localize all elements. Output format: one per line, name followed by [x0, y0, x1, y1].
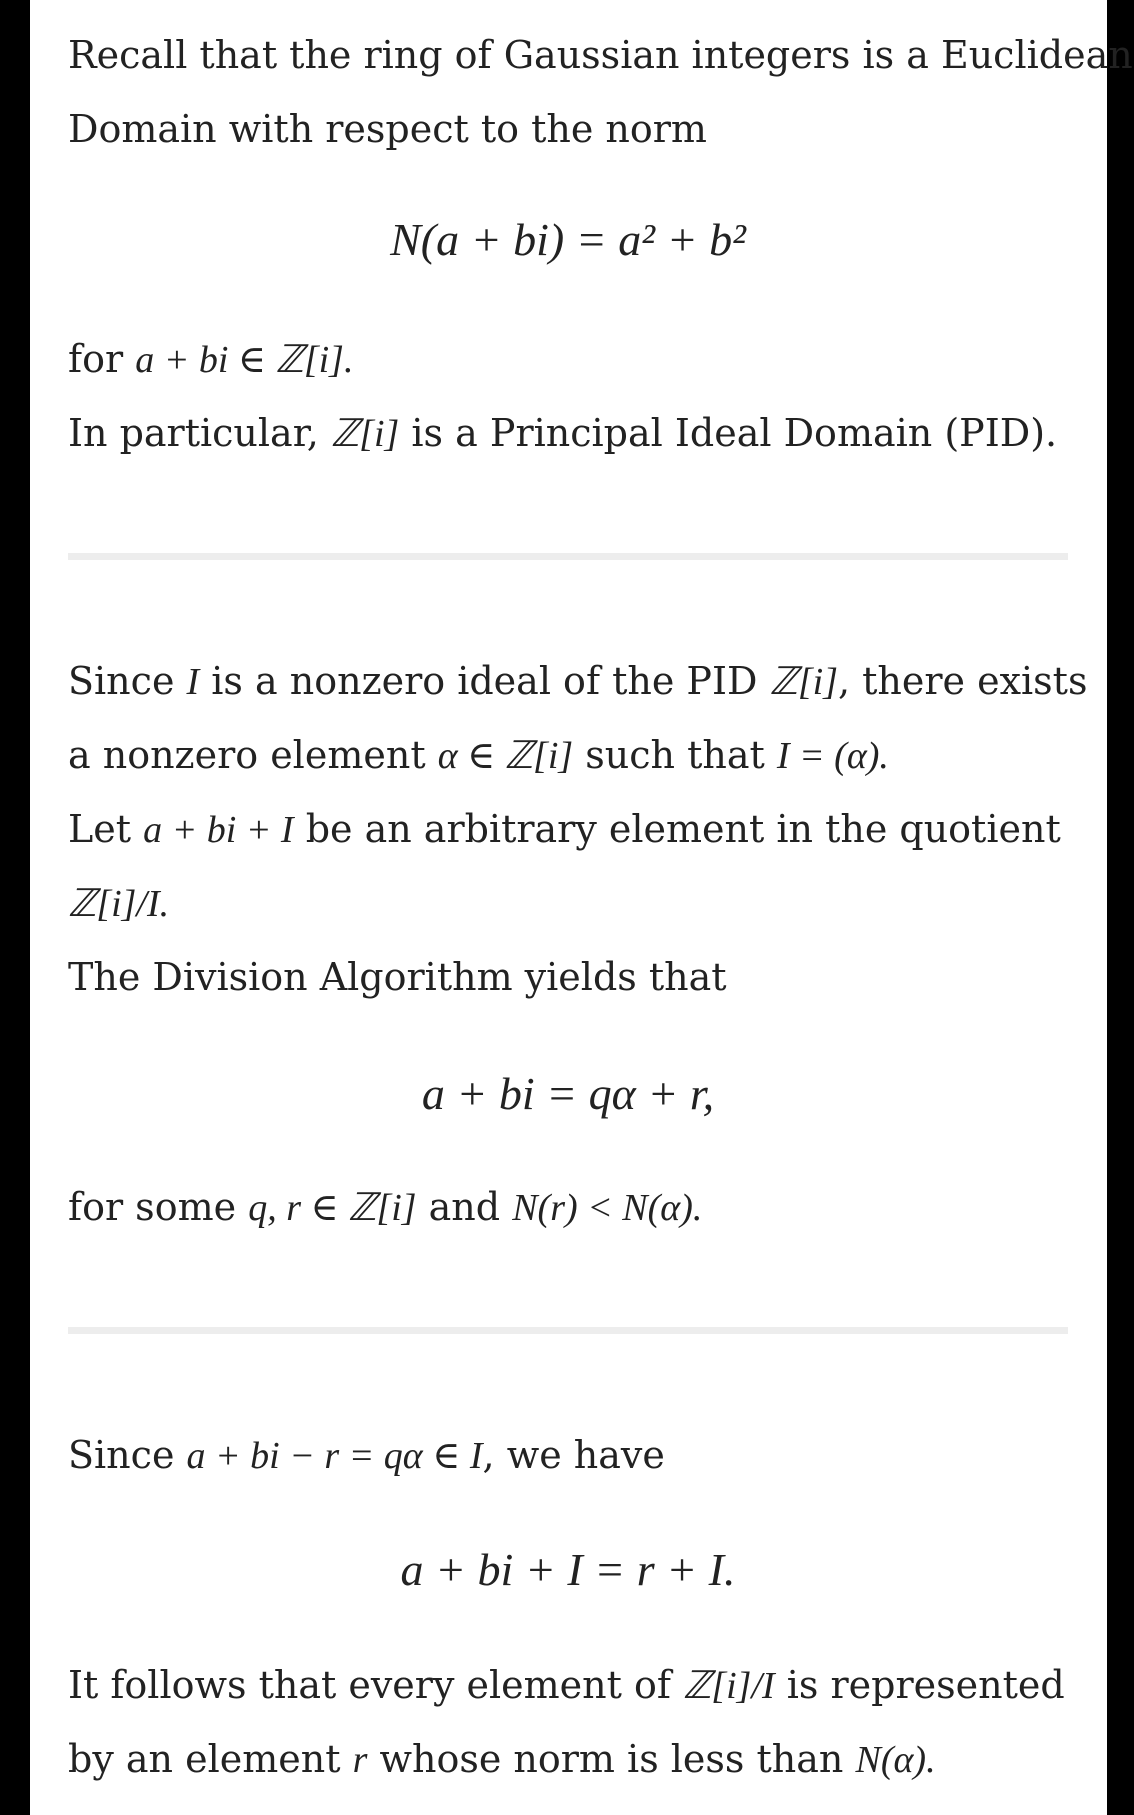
equation-text: a + bi + I = r + I. — [400, 1544, 736, 1595]
paragraph-line — [68, 940, 727, 1014]
paragraph-line — [68, 92, 707, 166]
math-span: a + bi + I — [143, 809, 294, 851]
division-equation — [68, 1064, 1068, 1124]
text-span: is a nonzero ideal of the PID — [211, 659, 758, 703]
math-span: ℤ[i] — [769, 661, 838, 703]
text-span: for — [68, 337, 124, 381]
paragraph-line — [68, 644, 1087, 719]
math-span: I = (α). — [776, 735, 889, 777]
section-divider — [68, 553, 1068, 560]
text-span: Recall that the ring of Gaussian integers is a Euclidean — [68, 33, 1133, 77]
text-span: Since — [68, 659, 175, 703]
paragraph-line — [68, 18, 1133, 92]
math-span: a + bi ∈ ℤ[i]. — [135, 339, 354, 381]
coset-equation — [68, 1540, 1068, 1600]
paragraph-line — [68, 1722, 936, 1797]
text-span: Since — [68, 1433, 175, 1477]
text-span: be an arbitrary element in the quotient — [305, 807, 1061, 851]
paragraph-line — [68, 396, 1057, 471]
math-span: I — [186, 661, 200, 703]
document-page — [30, 0, 1133, 1815]
text-span: and — [428, 1185, 501, 1229]
text-span: Let — [68, 807, 131, 851]
math-span: α ∈ ℤ[i] — [437, 735, 574, 777]
math-span: ℤ[i]/I. — [68, 883, 170, 925]
math-span: a + bi − r = qα ∈ I — [186, 1435, 483, 1477]
paragraph-line — [68, 322, 353, 397]
text-span: The Division Algorithm yields that — [68, 955, 727, 999]
equation-text: N(a + bi) = a² + b² — [390, 214, 746, 265]
equation-text: a + bi = qα + r, — [421, 1068, 715, 1119]
math-span: N(r) < N(α). — [512, 1187, 703, 1229]
text-span: is a Principal Ideal Domain (PID). — [411, 411, 1058, 455]
text-span: for some — [68, 1185, 237, 1229]
text-span: is represented — [786, 1663, 1065, 1707]
math-span: N(α). — [855, 1739, 936, 1781]
text-span: Domain with respect to the norm — [68, 107, 707, 151]
paragraph-line — [68, 1648, 1065, 1723]
text-span: a nonzero element — [68, 733, 426, 777]
text-span: such that — [585, 733, 765, 777]
section-divider — [68, 1327, 1068, 1334]
norm-equation — [68, 210, 1068, 270]
paragraph-line — [68, 866, 169, 941]
text-span: It follows that every element of — [68, 1663, 671, 1707]
math-span: ℤ[i] — [330, 413, 400, 455]
math-span: r — [352, 1739, 368, 1781]
paragraph-line — [68, 1170, 702, 1245]
paragraph-line — [68, 792, 1061, 867]
text-span: , we have — [482, 1433, 665, 1477]
math-span: ℤ[i]/I — [683, 1665, 775, 1707]
text-span: by an element — [68, 1737, 341, 1781]
paragraph-line — [68, 718, 889, 793]
text-span: , there exists — [837, 659, 1088, 703]
math-span: q, r ∈ ℤ[i] — [248, 1187, 417, 1229]
paragraph-line — [68, 1418, 665, 1493]
text-span: In particular, — [68, 411, 319, 455]
text-span: whose norm is less than — [379, 1737, 844, 1781]
